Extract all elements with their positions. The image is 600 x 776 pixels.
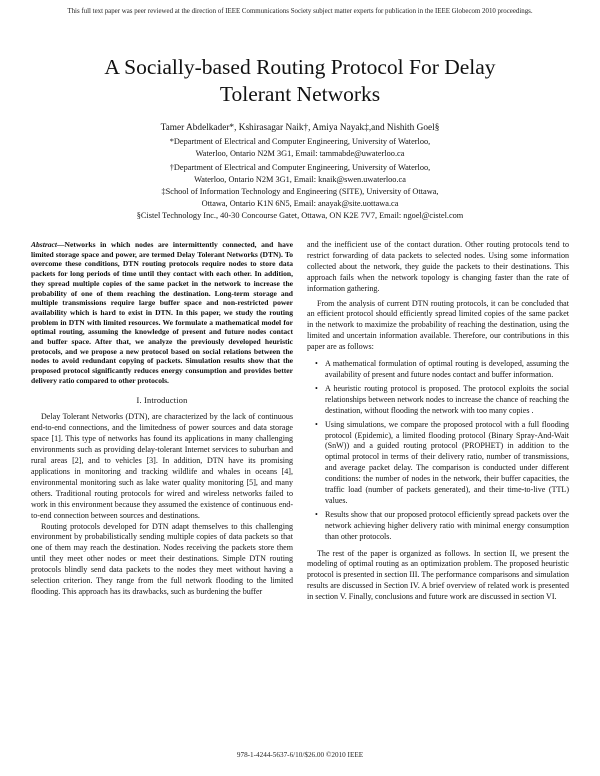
contribution-item: • A heuristic routing protocol is proposed. The protocol exploits the social relationships between network nodes to increase the chance of reaching the destination, without flooding the network with too many copies . [325, 384, 569, 417]
paper-organization-paragraph: The rest of the paper is organized as follows. In section II, we present the modeling of optimal routing as an optimization problem. The proposed heuristic protocol is presented in section III. The performance comparisons and simulation results are discussed in Section IV. A brief overview of related work is presented in section V. Finally, conclusions and future work are discussed in section VI. [307, 548, 569, 602]
title-line-2: Tolerant Networks [219, 82, 381, 106]
copyright-footer: 978-1-4244-5637-6/10/$26.00 ©2010 IEEE [236, 751, 364, 759]
affiliation-3 [30, 186, 570, 210]
contribution-item: • Using simulations, we compare the proposed protocol with a full flooding protocol (Epidemic), a limited flooding protocol (Binary Spray-And-Wait (SnW)) and a guided routing protocol (PROPHET) in addition to the optimal protocol in terms of their delivery ratio, number of transmissions, and average packet delay. The comparison is conducted under different conditions: the number of nodes in the network, their buffer capacities, the traffic load (number of packets generated), and their time-to-live (TTL) values. [325, 420, 569, 507]
affiliation-1-line-1: *Department of Electrical and Computer Engineering, University of Waterloo, [169, 137, 431, 146]
right-paragraph-2: From the analysis of current DTN routing protocols, it can be concluded that an efficient protocol should efficiently spread limited copies of the same packet in the network to maximize the probability of reaching the destination, using the limited and uncertain information available. Therefore, our contributions in this paper are as follows: [307, 298, 569, 352]
affiliation-2-line-1: †Department of Electrical and Computer Engineering, University of Waterloo, [169, 163, 431, 172]
affiliation-3-line-2: Ottawa, Ontario K1N 6N5, Email: anayak@site.uottawa.ca [201, 198, 399, 208]
abstract-label: Abstract [31, 240, 57, 249]
right-column [307, 240, 569, 603]
abstract [31, 240, 293, 386]
affiliation-3-line-1: ‡School of Information Technology and Engineering (SITE), University of Ottawa, [161, 187, 439, 196]
contribution-item: • A mathematical formulation of optimal routing is developed, assuming the availability of present and future nodes contact and buffer information. [325, 359, 569, 381]
title-line-1: A Socially-based Routing Protocol For Delay [104, 55, 496, 79]
intro-paragraph-1: Delay Tolerant Networks (DTN), are characterized by the lack of continuous end-to-end connections, and the limitedness of power sources and data storage space [1]. This type of networks has found its applications in many challenging environments such as providing delay-tolerant Internet services to suburban and rural areas [2], and to vehicles [3]. In addition, DTN have its promising applications in monitoring and tracking wildlife and whales in oceans [4], environmental monitoring such as lake water quality monitoring [5], and many others. Traditional routing protocols for wired and wireless networks failed to work in this environment because they assumed the existence of continuous end-to-end connection between sources and destinations. [31, 412, 293, 520]
affiliation-4 [30, 210, 570, 222]
peer-review-note: This full text paper was peer reviewed at the direction of IEEE Communications Society subject matter experts for publication in the IEEE Globecom 2010 proceedings. [67, 8, 533, 15]
paper-title [30, 54, 570, 108]
author-list: Tamer Abdelkader*, Kshirasagar Naik†, Amiya Nayak‡,and Nishith Goel§ [160, 123, 440, 133]
affiliation-4-line-1: §Cistel Technology Inc., 40-30 Concourse Gatet, Ottawa, ON K2E 7V7, Email: ngoel@cistel.com [136, 211, 464, 220]
left-column [31, 240, 293, 598]
contributions-list [307, 359, 569, 543]
contribution-item: • Results show that our proposed protocol efficiently spread packets over the network achieving higher delivery ratio with minimal energy consumption than other protocols. [325, 510, 569, 543]
intro-paragraph-2: Routing protocols developed for DTN adapt themselves to this challenging environment by probabilistically sending multiple copies of data packets so that one of them may reach the destination. Nodes receiving the packets store them until they meet other nodes or meet their destinations. Simple DTN routing protocols blindly send data packets to the nodes they meet without having a selection criterion. They range from the full network flooding to the limited flooding. This approach has its drawbacks, such as burdening the buffer [31, 521, 293, 596]
introduction-heading: I. Introduction [136, 395, 188, 405]
affiliation-2-line-2: Waterloo, Ontario N2M 3G1, Email: knaik@swen.uwaterloo.ca [194, 174, 406, 184]
abstract-text: —Networks in which nodes are intermittently connected, and have limited storage space and power, are termed Delay Tolerant Networks (DTN). To overcome these conditions, DTN routing protocols require nodes to store data packets for long periods of time until they contact with each other. In addition, they spread multiple copies of the same packet in the network to increase the probability of one of them reaching the destination. Long-term storage and multiple transmissions require large buffer space and non-restricted power availability which is hard to exist in DTN. In this paper, we study the routing problem in DTN with limited resources. We formulate a mathematical model for optimal routing, assuming the knowledge of present and future nodes contact and buffer space. After that, we analyze the previously developed heuristic protocols, and we propose a new protocol based on social relations between the nodes to avoid redundant copying of packets. Simulation results show that the proposed protocol significantly reduces energy consumption and provides better delivery ratio compared to other protocols. [31, 240, 293, 385]
affiliation-1 [30, 136, 570, 160]
affiliation-2 [30, 162, 570, 186]
right-paragraph-1: and the inefficient use of the contact duration. Other routing protocols tend to restrict forwarding of data packets to selected nodes. Using some information collected about the network, they guide the packets to their destinations. This approach fails when the network topology is changing faster than the rate of information gathering. [307, 240, 569, 293]
affiliation-1-line-2: Waterloo, Ontario N2M 3G1, Email: tammabde@uwaterloo.ca [195, 148, 405, 158]
